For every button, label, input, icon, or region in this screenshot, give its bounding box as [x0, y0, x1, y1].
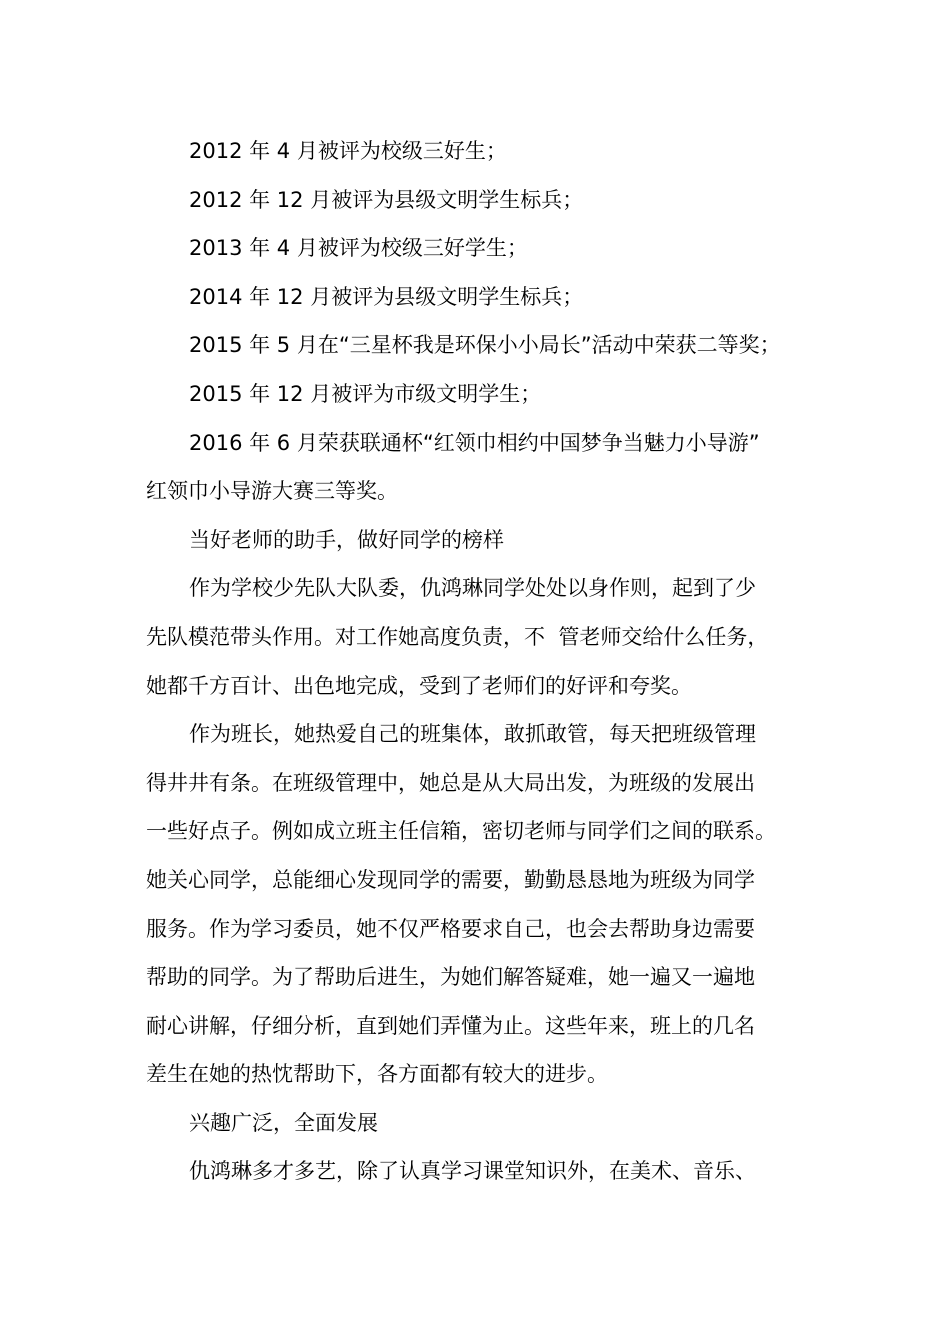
paragraph-line: 作为班长，她热爱自己的班集体，敢抓敢管，每天把班级管理	[189, 722, 756, 747]
paragraph-line: 差生在她的热忱帮助下，各方面都有较大的进步。	[146, 1062, 608, 1087]
section-heading-interests: 兴趣广泛，全面发展	[189, 1110, 378, 1135]
document-body	[146, 127, 816, 1196]
paragraph-line: 作为学校少先队大队委，仇鸿琳同学处处以身作则，起到了少	[189, 576, 756, 601]
paragraph-line: 帮助的同学。为了帮助后进生，为她们解答疑难，她一遍又一遍地	[146, 965, 755, 990]
award-line-2015-12: 2015 年 12 月被评为市级文明学生；	[189, 381, 542, 406]
award-line-2012-12: 2012 年 12 月被评为县级文明学生标兵；	[189, 187, 584, 212]
award-line-2014-12: 2014 年 12 月被评为县级文明学生标兵；	[189, 284, 584, 309]
award-line-2013-04: 2013 年 4 月被评为校级三好学生；	[189, 236, 528, 261]
award-line-2016-06: 2016 年 6 月荣获联通杯“红领巾相约中国梦争当魅力小导游”	[189, 430, 760, 455]
paragraph-line: 仇鸿琳多才多艺，除了认真学习课堂知识外，在美术、音乐、	[189, 1159, 756, 1184]
paragraph-line: 得井井有条。在班级管理中，她总是从大局出发，为班级的发展出	[146, 770, 755, 795]
section-heading-helper: 当好老师的助手，做好同学的榜样	[189, 527, 504, 552]
paragraph-line: 一些好点子。例如成立班主任信箱，密切老师与同学们之间的联系。	[146, 819, 776, 844]
award-line-2016-06-cont: 红领巾小导游大赛三等奖。	[146, 479, 398, 504]
award-line-2015-05: 2015 年 5 月在“三星杯我是环保小小局长”活动中荣获二等奖；	[189, 333, 781, 358]
paragraph-line: 她关心同学，总能细心发现同学的需要，勤勤恳恳地为班级为同学	[146, 867, 755, 892]
award-line-2012-04: 2012 年 4 月被评为校级三好生；	[189, 139, 507, 163]
paragraph-line: 她都千方百计、出色地完成，受到了老师们的好评和夸奖。	[146, 673, 692, 698]
paragraph-line: 耐心讲解，仔细分析，直到她们弄懂为止。这些年来，班上的几名	[146, 1013, 755, 1038]
paragraph-line: 服务。作为学习委员，她不仅严格要求自己，也会去帮助身边需要	[146, 916, 755, 941]
paragraph-line: 先队模范带头作用。对工作她高度负责，不 管老师交给什么任务，	[146, 624, 769, 649]
